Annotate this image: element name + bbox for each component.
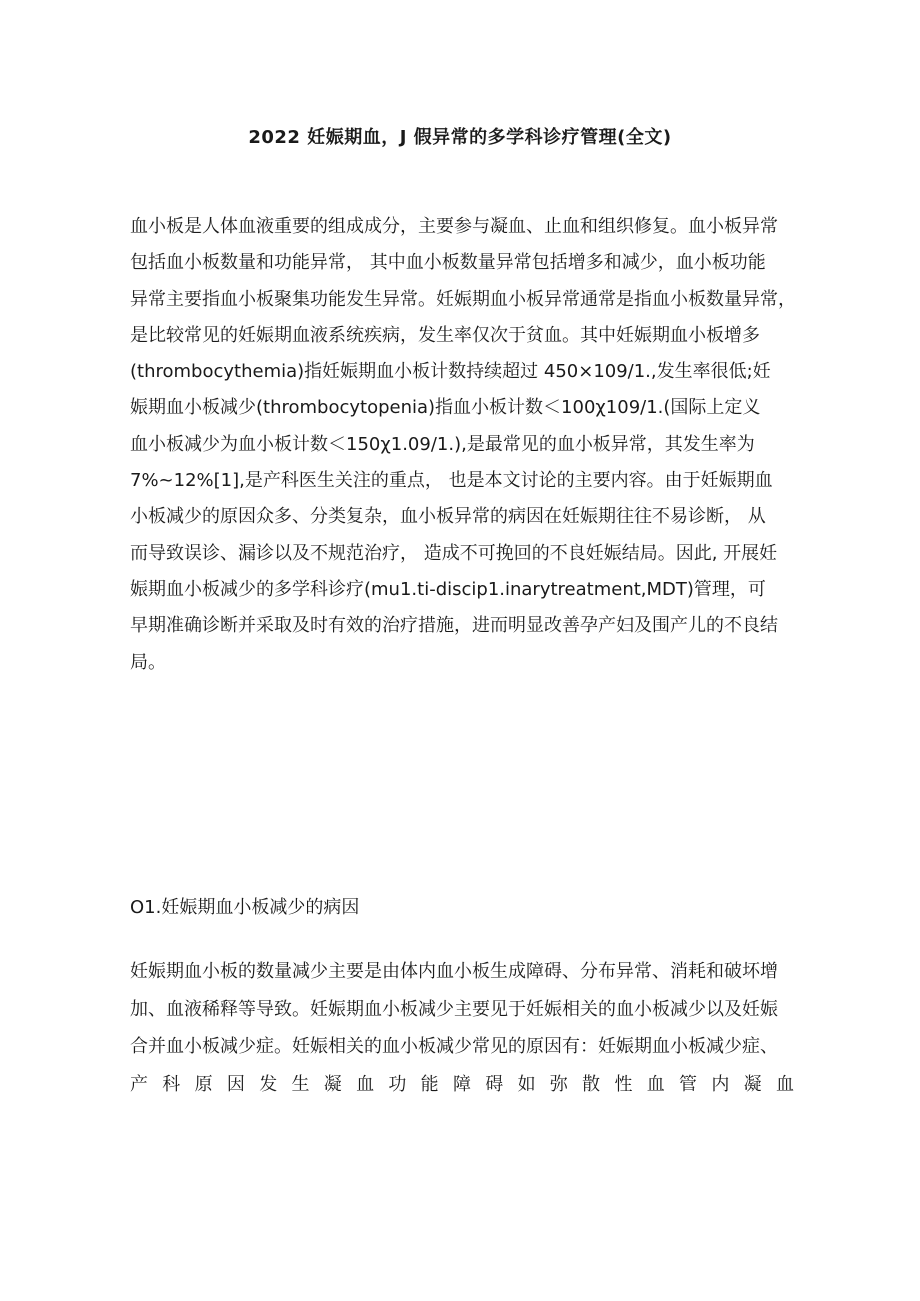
spread-char: 能 (420, 1073, 439, 1095)
spread-char: 血 (356, 1073, 375, 1095)
spread-char: 凝 (323, 1073, 342, 1095)
paragraph-line: 异常主要指血小板聚集功能发生异常。妊娠期血小板异常通常是指血小板数量异常， (130, 288, 796, 310)
paragraph-line: 包括血小板数量和功能异常， 其中血小板数量异常包括增多和减少，血小板功能 (130, 252, 766, 274)
spread-char: 性 (614, 1073, 633, 1095)
paragraph-line-spread (130, 1066, 794, 1104)
paragraph-line: 血小板是人体血液重要的组成成分，主要参与凝血、止血和组织修复。血小板异常 (130, 216, 778, 237)
paragraph-line: 娠期血小板减少(thrombocytopenia)指血小板计数＜100χ109/1.(国际上定义 (130, 397, 761, 419)
paragraph-line: 妊娠期血小板的数量减少主要是由体内血小板生成障碍、分布异常、消耗和破坏增 (130, 961, 778, 982)
section-heading: O1.妊娠期血小板减少的病因 (130, 897, 360, 918)
spread-char: 管 (679, 1073, 698, 1095)
paragraph-line: 是比较常见的妊娠期血液系统疾病，发生率仅次于贫血。其中妊娠期血小板增多 (130, 324, 760, 346)
paragraph-line: 血小板减少为血小板计数＜150χ1.09/1.),是最常见的血小板异常，其发生率为 (130, 433, 755, 455)
paragraph-line: 而导致误诊、漏诊以及不规范治疗， 造成不可挽回的不良妊娠结局。因此, 开展妊 (130, 542, 778, 564)
spread-char: 碍 (485, 1073, 504, 1095)
paragraph-line: 娠期血小板减少的多学科诊疗(mu1.ti-discip1.inarytreatment,MDT)管理，可 (130, 578, 766, 600)
spread-char: 因 (226, 1073, 245, 1095)
section1-paragraph (130, 953, 802, 1103)
spread-char: 生 (291, 1073, 310, 1095)
paragraph-line: 小板减少的原因众多、分类复杂，血小板异常的病因在妊娠期往往不易诊断， 从 (130, 506, 766, 528)
paragraph-line: 加、血液稀释等导致。妊娠期血小板减少主要见于妊娠相关的血小板减少以及妊娠 (130, 998, 778, 1020)
paragraph-line: 早期准确诊断并采取及时有效的治疗措施，进而明显改善孕产妇及围产儿的不良结 (130, 615, 778, 637)
spread-char: 功 (388, 1073, 407, 1095)
spread-char: 科 (162, 1073, 181, 1095)
spread-char: 血 (646, 1073, 665, 1095)
paragraph-line: 局。 (130, 651, 166, 673)
intro-paragraph (130, 209, 802, 681)
spread-char: 原 (194, 1073, 213, 1095)
spread-char: 血 (775, 1073, 794, 1095)
document-title: 2022 妊娠期血，J 假异常的多学科诊疗管理(全文) (248, 127, 672, 148)
paragraph-line: 7%~12%[1],是产科医生关注的重点， 也是本文讨论的主要内容。由于妊娠期血 (130, 470, 773, 492)
spread-char: 障 (452, 1073, 471, 1095)
spread-char: 发 (259, 1073, 278, 1095)
spread-char: 如 (517, 1073, 536, 1095)
spread-char: 弥 (549, 1073, 568, 1095)
paragraph-line: 合并血小板减少症。妊娠相关的血小板减少常见的原因有：妊娠期血小板减少症、 (130, 1036, 778, 1057)
spread-char: 散 (582, 1073, 601, 1095)
spread-char: 内 (711, 1073, 730, 1095)
paragraph-line: (thrombocythemia)指妊娠期血小板计数持续超过 450×109/1.,发生率很低;妊 (130, 361, 771, 383)
spread-char: 产 (130, 1073, 148, 1095)
spread-char: 凝 (743, 1073, 762, 1095)
